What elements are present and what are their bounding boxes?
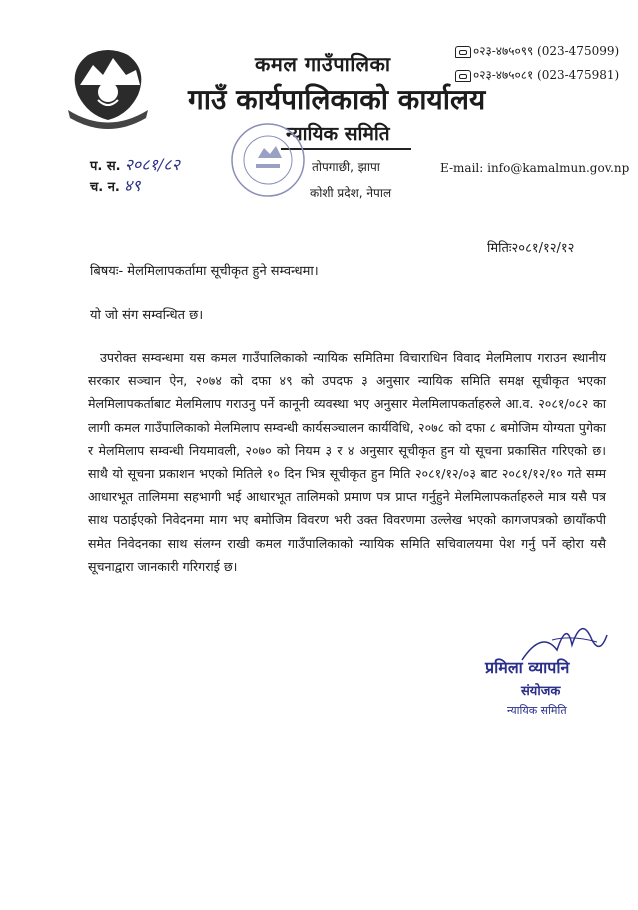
- signatory-committee: न्यायिक समिति: [507, 704, 567, 717]
- signatory-name: प्रमिला व्यापनि: [485, 658, 570, 677]
- patra-label: प. स.: [90, 159, 121, 174]
- chalani-label: च. न.: [90, 180, 120, 195]
- signatory-title: संयोजक: [521, 684, 561, 699]
- address-line-2: कोशी प्रदेश, नेपाल: [310, 186, 392, 200]
- chalani-number: [90, 174, 141, 196]
- patra-sankhya: [90, 153, 180, 175]
- letter-date: मितिः२०८१/१२/१२: [487, 241, 575, 256]
- office-name: गाउँ कार्यपालिकाको कार्यालय: [188, 83, 486, 116]
- letter-subject: बिषयः- मेलमिलापकर्तामा सूचीकृत हुने सम्वन्धमा।: [90, 264, 319, 279]
- phone-1: [455, 42, 619, 59]
- email-address: E-mail: info@kamalmun.gov.np: [440, 161, 630, 175]
- org-name: कमल गाउँपालिका: [255, 52, 391, 76]
- committee-name: न्यायिक समिति: [286, 123, 390, 145]
- address-line-1: तोपगाछी, झापा: [312, 160, 380, 174]
- phone-2: [455, 66, 619, 83]
- phone-2-text: ०२३-४७५०८१ (023-475981): [473, 68, 620, 82]
- nepal-emblem-logo: [58, 40, 158, 130]
- patra-value: २०८१/८२: [124, 155, 180, 174]
- phone-icon: [455, 46, 471, 58]
- office-stamp-seal: [228, 120, 308, 200]
- phone-icon: [455, 70, 471, 82]
- letter-concern: यो जो संग सम्वन्धित छ।: [90, 308, 204, 323]
- letter-body: उपरोक्त सम्वन्धमा यस कमल गाउँपालिकाको न्यायिक समितिमा विचाराधिन विवाद मेलमिलाप गराउन स्थानीय सरकार सञ्चान ऐन, २०७४ को दफा ४९ को उपदफ ३ अनुसार न्यायिक समिति समक्ष सूचीकृत भएका मेलमिलापकर्ताबाट मेलमिलाप गराउनु पर्ने कानूनी व्यवस्था भए अनुसार मेलमिलापकर्ताहरुले आ.व. २०८१/०८२ का लागी कमल गाउँपालिकाको मेलमिलाप सम्वन्धी कार्यसञ्चालन कार्यविधि, २०७८ को दफा ८ बमोजिम योग्यता पुगेका र मेलमिलाप सम्वन्धी नियमावली, २०७० को नियम ३ र ४ अनुसार सूचीकृत हुन यो सूचना प्रकासित गरिएको छ। साथै यो सूचना प्रकाशन भएको मितिले १० दिन भित्र सूचीकृत हुन मिति २०८१/१२/०३ बाट २०८१/१२/१० गते सम्म आधारभूत तालिममा सहभागी भई आधारभूत तालिमको प्रमाण पत्र प्राप्त गर्नुहुने मेलमिलापकर्ताहरुले मात्र यसै पत्र साथ पठाईएको निवेदनमा माग भए बमोजिम विवरण भरी उक्त विवरणमा उल्लेख भएको कागजपत्रको छायाँकपी समेत निवेदनका साथ संलग्न राखी कमल गाउँपालिकाको न्यायिक समिति सचिवालयमा पेश गर्नु पर्ने व्होरा यसै सूचनाद्वारा जानकारी गरिगराई छ।: [88, 350, 606, 574]
- chalani-value: ४९: [123, 176, 141, 195]
- phone-1-text: ०२३-४७५०९९ (023-475099): [473, 44, 620, 58]
